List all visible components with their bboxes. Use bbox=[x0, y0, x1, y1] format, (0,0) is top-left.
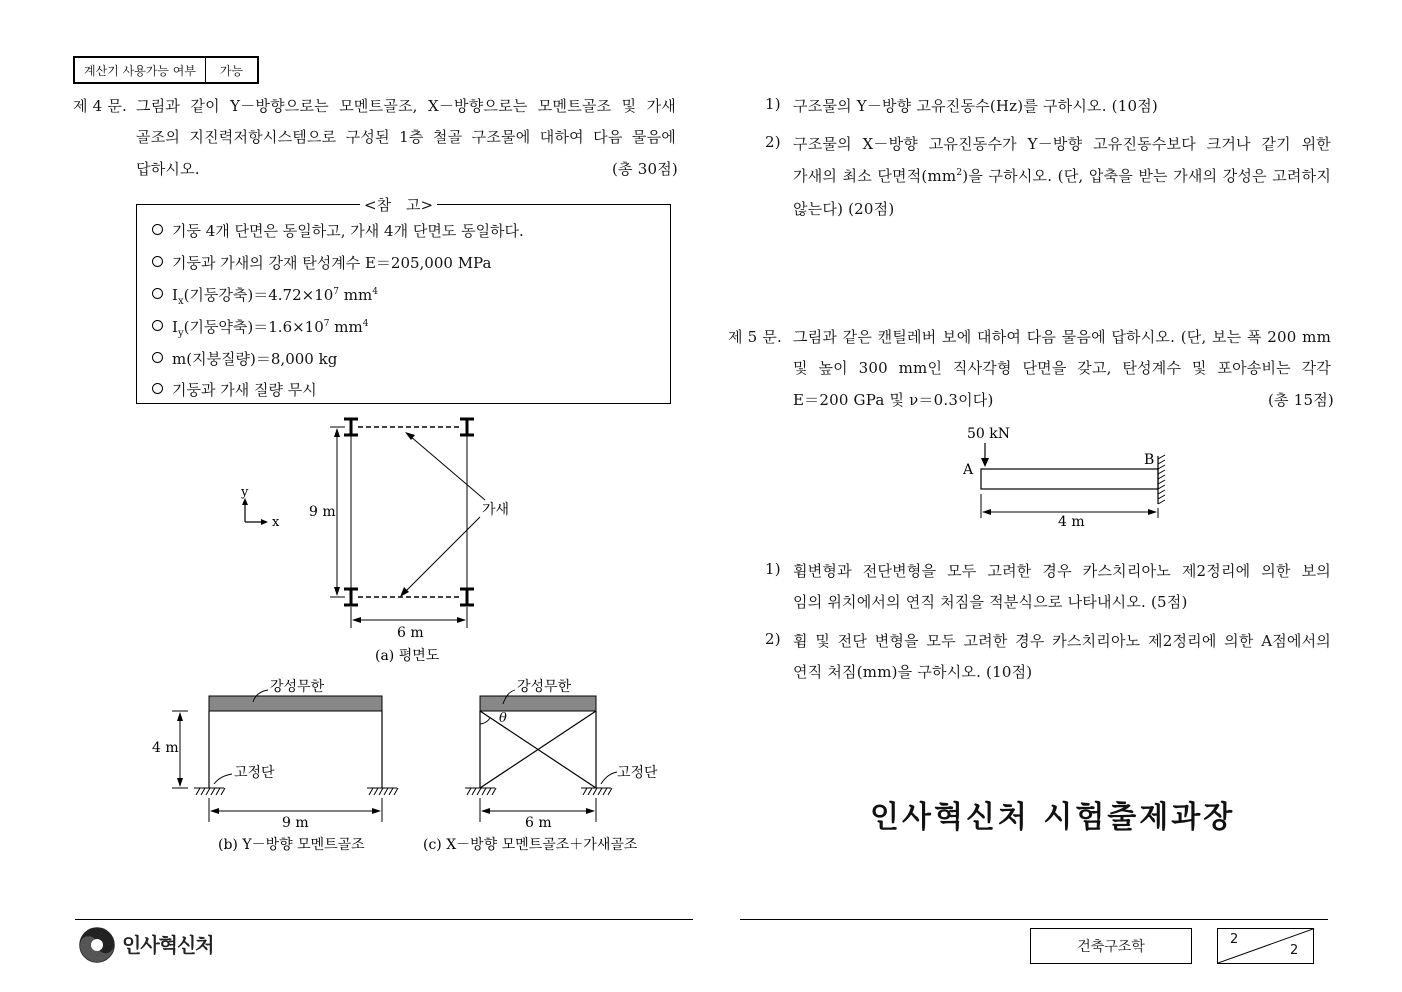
arrowhead-icon bbox=[982, 509, 991, 515]
unit: mm bbox=[329, 318, 363, 336]
q5-points: (총 15점) bbox=[1268, 391, 1334, 409]
column-icon bbox=[344, 589, 358, 605]
page-current: 2 bbox=[1230, 932, 1239, 947]
theta-label: θ bbox=[499, 711, 507, 726]
arrowhead-icon bbox=[334, 587, 340, 596]
brace-label: 가새 bbox=[482, 502, 510, 518]
fixed-support-icon bbox=[465, 788, 496, 795]
q5-line1: 그림과 같은 캔틸레버 보에 대하여 다음 물음에 답하시오. (단, 보는 폭 200 mm bbox=[793, 328, 1331, 346]
ref-text: 기둥과 가새의 강재 탄성계수 E＝205,000 MPa bbox=[172, 254, 492, 272]
load-arrow-icon bbox=[981, 458, 989, 467]
figure-c-braced-frame bbox=[415, 670, 675, 860]
ref-text: 기둥과 가새 질량 무시 bbox=[172, 381, 317, 399]
leader-line bbox=[214, 774, 232, 784]
arrowhead-icon bbox=[334, 428, 340, 437]
q5-sub2-line2: 연직 처짐(mm)을 구하시오. (10점) bbox=[793, 663, 1033, 681]
point-b-label: B bbox=[1144, 452, 1155, 468]
q5-sub1-line2: 임의 위치에서의 연직 처짐을 적분식으로 나타내시오. (5점) bbox=[793, 593, 1188, 611]
span-label: 6 m bbox=[525, 815, 552, 831]
fixed-wall-hatch-icon bbox=[1158, 455, 1165, 504]
arrowhead-icon bbox=[400, 587, 409, 597]
q5-sub1-line1: 휨변형과 전단변형을 모두 고려한 경우 카스치리아노 제2정리에 의한 보의 bbox=[793, 562, 1331, 580]
reference-item-1 bbox=[152, 220, 524, 241]
ix-symbol: I bbox=[172, 286, 178, 304]
arrowhead-icon bbox=[352, 617, 361, 623]
arrowhead-icon bbox=[261, 519, 268, 525]
y-axis-label: y bbox=[241, 485, 249, 500]
q5-sub2-line1: 휨 및 전단 변형을 모두 고려한 경우 카스치리아노 제2정리에 의한 A점에서의 bbox=[793, 632, 1331, 650]
arrowhead-icon bbox=[457, 617, 466, 623]
footer-rule-left bbox=[75, 919, 693, 920]
arrowhead-icon bbox=[210, 808, 219, 814]
bullet-circle-icon bbox=[152, 288, 163, 299]
fixed-label: 고정단 bbox=[234, 765, 275, 781]
rigid-roof bbox=[209, 696, 382, 711]
ix-subscript: x bbox=[177, 296, 184, 307]
rigid-label: 강성무한 bbox=[517, 679, 572, 695]
q5-sub1-number: 1) bbox=[765, 560, 781, 578]
iy-subscript: y bbox=[177, 328, 184, 339]
footer-rule-right bbox=[740, 919, 1328, 920]
reference-item-2 bbox=[152, 252, 491, 273]
arrowhead-icon bbox=[1148, 509, 1157, 515]
fixed-label: 고정단 bbox=[617, 765, 658, 781]
q4-sub1-number: 1) bbox=[765, 95, 781, 113]
reference-item-6 bbox=[152, 379, 317, 400]
sub2-superscript: 2 bbox=[956, 168, 963, 178]
arrowhead-icon bbox=[586, 808, 595, 814]
calculator-label: 계산기 사용가능 여부 bbox=[75, 58, 206, 82]
figure-c-caption: (c) X－방향 모멘트골조＋가새골조 bbox=[423, 837, 638, 853]
reference-item-4 bbox=[152, 316, 368, 339]
theta-arc bbox=[480, 718, 490, 724]
bullet-circle-icon bbox=[152, 256, 163, 267]
taegeuk-logo-icon bbox=[78, 926, 116, 964]
q4-line1: 그림과 같이 Y－방향으로는 모멘트골조, X－방향으로는 모멘트골조 및 가새 bbox=[136, 97, 676, 115]
dim-9m-label: 9 m bbox=[309, 504, 336, 520]
q4-sub2-line2 bbox=[793, 165, 1331, 186]
ref-text: 기둥 4개 단면은 동일하고, 가새 4개 단면도 동일하다. bbox=[172, 222, 524, 240]
unit: mm bbox=[339, 286, 373, 304]
arrowhead-icon bbox=[372, 808, 381, 814]
load-label: 50 kN bbox=[967, 426, 1010, 442]
fixed-support-icon bbox=[367, 788, 398, 795]
arrowhead-icon bbox=[481, 808, 490, 814]
unit-exponent: 4 bbox=[362, 319, 369, 329]
q4-line2: 골조의 지진력저항시스템으로 구성된 1층 철골 구조물에 대하여 다음 물음에 bbox=[136, 128, 676, 146]
q4-sub2-number: 2) bbox=[765, 133, 781, 151]
q4-sub1-text: 구조물의 Y－방향 고유진동수(Hz)를 구하시오. (10점) bbox=[793, 97, 1158, 115]
unit-exponent: 4 bbox=[372, 287, 378, 297]
sub2-text-b: )을 구하시오. (단, 압축을 받는 가새의 강성은 고려하지 bbox=[962, 167, 1332, 185]
span-label: 9 m bbox=[282, 815, 309, 831]
exponent: 7 bbox=[323, 319, 330, 329]
leader-line bbox=[601, 772, 617, 784]
bullet-circle-icon bbox=[152, 383, 163, 394]
span-label: 4 m bbox=[1058, 514, 1085, 530]
figure-b-moment-frame bbox=[150, 670, 430, 860]
ref-text: m(지붕질량)＝8,000 kg bbox=[172, 350, 338, 368]
ref-text: (기둥약축)＝1.6×10 bbox=[183, 318, 324, 336]
leader-line bbox=[410, 436, 485, 500]
figure-a-caption: (a) 평면도 bbox=[375, 648, 440, 664]
q5-line3: E＝200 GPa 및 ν＝0.3이다) bbox=[793, 391, 994, 409]
bullet-circle-icon bbox=[152, 224, 163, 235]
dim-6m-label: 6 m bbox=[397, 625, 424, 641]
reference-item-3 bbox=[152, 284, 378, 307]
reference-title: <참 고> bbox=[360, 194, 437, 215]
ref-text: (기둥강축)＝4.72×10 bbox=[183, 286, 334, 304]
rigid-label: 강성무한 bbox=[270, 679, 325, 695]
q5-sub2-number: 2) bbox=[765, 630, 781, 648]
fixed-support-icon bbox=[581, 788, 612, 795]
q4-sub2-line1: 구조물의 X－방향 고유진동수가 Y－방향 고유진동수보다 크거나 같기 위한 bbox=[793, 135, 1331, 153]
column-icon bbox=[344, 419, 358, 435]
height-label: 4 m bbox=[152, 740, 179, 756]
fixed-support-icon bbox=[194, 788, 225, 795]
column-icon bbox=[460, 419, 474, 435]
rigid-roof bbox=[480, 696, 596, 711]
page-number-box bbox=[1217, 928, 1314, 964]
point-a-label: A bbox=[963, 462, 974, 478]
bullet-circle-icon bbox=[152, 352, 163, 363]
column-icon bbox=[460, 589, 474, 605]
q5-number: 제 5 문. bbox=[728, 328, 783, 346]
figure-b-caption: (b) Y－방향 모멘트골조 bbox=[218, 837, 365, 853]
q4-sub2-line3: 않는다) (20점) bbox=[793, 200, 895, 218]
q4-points: (총 30점) bbox=[612, 160, 678, 178]
logo-text: 인사혁신처 bbox=[122, 933, 214, 957]
exam-office-title: 인사혁신처 시험출제과장 bbox=[870, 800, 1236, 835]
page-total: 2 bbox=[1290, 943, 1299, 958]
figure-cantilever bbox=[955, 420, 1185, 535]
calculator-allowed-box bbox=[73, 56, 259, 84]
q4-line3: 답하시오. bbox=[136, 160, 200, 178]
subject-box: 건축구조학 bbox=[1030, 928, 1192, 964]
leader-line bbox=[405, 517, 480, 592]
iy-symbol: I bbox=[172, 318, 178, 336]
beam-rect bbox=[981, 469, 1158, 489]
q5-line2: 및 높이 300 mm인 직사각형 단면을 갖고, 탄성계수 및 포아송비는 각각 bbox=[793, 359, 1331, 377]
arrowhead-icon bbox=[177, 778, 183, 787]
sub2-text-a: 가새의 최소 단면적(mm bbox=[793, 167, 957, 185]
x-axis-label: x bbox=[272, 515, 280, 530]
arrowhead-icon bbox=[177, 712, 183, 721]
q4-number: 제 4 문. bbox=[73, 97, 128, 115]
reference-item-5 bbox=[152, 348, 337, 369]
exponent: 7 bbox=[333, 287, 340, 297]
calculator-value: 가능 bbox=[219, 63, 244, 78]
bullet-circle-icon bbox=[152, 320, 163, 331]
figure-a-plan bbox=[230, 412, 530, 667]
